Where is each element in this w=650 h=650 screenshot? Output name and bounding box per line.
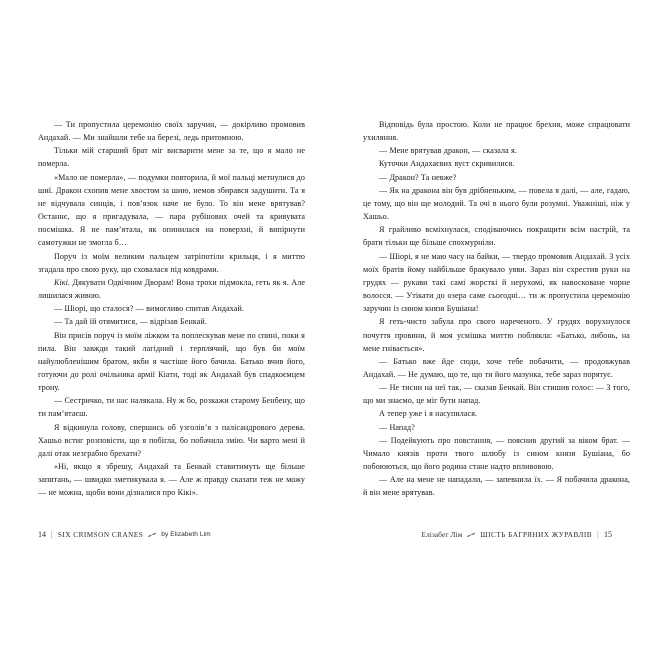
right-page: [325, 0, 650, 650]
leaf-ornament-icon: [466, 531, 476, 539]
paragraph: — Не тисни на неї так, — сказав Бенкай. Він стишив голос: — З того, що ми знаємо, це міг бути напад.: [363, 383, 630, 406]
paragraph: — Батько вже йде сюди, хоче тебе побачити, — продовжував Андахай. — Не думаю, що те, що ти його мазунка, тебе зараз порятує.: [363, 356, 630, 379]
folio-number: 15: [604, 530, 612, 539]
paragraph: Тільки мій старший брат міг висварити мене за те, що я мало не померла.: [38, 146, 305, 169]
paragraph: А тепер уже і я насупилася.: [379, 409, 478, 419]
paragraph: — Та дай їй отямитися, — відрізав Бенкай.: [54, 317, 207, 327]
paragraph: Він присів поруч із моїм ліжком та поплескував мене по спині, поки я пила. Він завжди такий лагідний і терплячий, що був би моїм найулюбленішим братом, якби я частіше його бачила. Батько вчив його, готуючи до ролі очільника армії Кіати, тоді як Андахай був спадкоємцем трону.: [38, 330, 305, 393]
right-page-footer: [422, 530, 612, 539]
paragraph: «Мало не померла», — подумки повторила, й мої пальці метнулися до шиї. Дракон схопив мене хвостом за шию, немов збирався задушити. Та я не відчувала синців, і пов’язок наче не було. То він мене врятував? Останнє, що я пригадувала, — пара рубінових очей та кривувата посмішка. Я не пам’ятала, як опинилася на поверхні, й випірнути самотужки не змогла б…: [38, 172, 305, 248]
left-page-textblock: [38, 118, 305, 500]
paragraph: — Напад?: [379, 422, 415, 432]
right-page-textblock: [363, 118, 630, 500]
paragraph: — Сестричко, ти нас налякала. Ну ж бо, розкажи старому Бенбену, що ти пам’ятаєш.: [38, 396, 305, 419]
left-page-footer: [38, 530, 211, 539]
paragraph: Відповідь була простою. Коли не працює брехня, може спрацювати ухиляння.: [363, 120, 630, 143]
footer-separator: |: [51, 530, 53, 539]
paragraph-rest: Дякувати Одвічним Дворам! Вона трохи підмокла, геть як я. Але лишилася живою.: [38, 277, 305, 301]
footer-byline: by Elizabeth Lim: [161, 531, 211, 538]
paragraph: — Ти пропустила церемонію своїх заручин, — докірливо промовив Андахай. — Ми знайшли тебе на березі, ледь притомною.: [38, 120, 305, 143]
paragraph: Куточки Андахаєвих вуст скривилися.: [379, 159, 515, 169]
footer-book-title: SIX CRIMSON CRANES: [57, 530, 144, 539]
paragraph: «Ні, якщо я збрешу, Андахай та Бенкай ставитимуть ще більше запитань, — швидко зметикувала я. — Але ж правду сказати теж не можу — не можна, щоби вони дізналися про Кікі».: [38, 462, 305, 498]
paragraph: Поруч із моїм великим пальцем затріпотіли крильця, і я миттю згадала про свою руку, що сховалася під ковдрами.: [38, 251, 305, 274]
paragraph: Я геть-чисто забула про свого нареченого. У грудях ворухнулося почуття провини, й моя усмішка миттю побляклa: «Батько, либонь, на мене гнівається».: [363, 317, 630, 353]
leaf-ornament-icon: [147, 531, 157, 539]
paragraph: — Подейкують про повстання, — пояснив другий за віком брат. — Чимало князів проти твого шлюбу із сином князя Бушіана, бо побоюються, що його родина стане надто впливовою.: [363, 435, 630, 472]
paragraph: — Шіорі, що сталося? — вимогливо спитав Андахай.: [54, 304, 245, 314]
paragraph: — Як на дракона він був дрібненьким, — повела я далі, — але, гадаю, це тому, що він ще молодий. Та очі в нього були розумні. Уважніші, ніж у Хашьо.: [363, 185, 630, 222]
paragraph-with-italic-lead: [38, 276, 305, 302]
footer-author-name: Елізабет Лім: [421, 530, 463, 539]
paragraph: Я відкинула голову, спершись об узголів’я з палісандрового дерева. Хашьо встиг розповісти, що я побігла, бо побачила змію. Чи варто мені й далі отак незграбно брехати?: [38, 422, 305, 458]
paragraph: — Шіорі, я не маю часу на байки, — твердо промовив Андахай. З усіх моїх братів йому найбільше бракувало уяви. Зараз він схрестив руки на грудях — рукави такі самі жорсткі й нерухомі, як навосковане чорне волосся. — Утікати до озера саме сьогодні… ти ж пропустила церемонію заручин із сином князя Бушіана!: [363, 251, 630, 314]
paragraph: Я грайливо всміхнулася, сподіваючись покращити всім настрій, та брати тільки ще більше спохмурніли.: [363, 225, 630, 248]
paragraph: — Дракон? Та невже?: [379, 172, 457, 182]
paragraph: — Але на мене не нападали, — запевнила їх. — Я побачила дракона, й він мене врятував.: [363, 475, 630, 498]
folio-number: 14: [38, 530, 46, 539]
italic-lead-word: Кікі.: [54, 277, 71, 287]
paragraph: — Мене врятував дракон, — сказала я.: [379, 146, 517, 156]
footer-separator: |: [597, 530, 599, 539]
footer-book-title: ШІСТЬ БАГРЯНИХ ЖУРАВЛІВ: [480, 530, 593, 539]
